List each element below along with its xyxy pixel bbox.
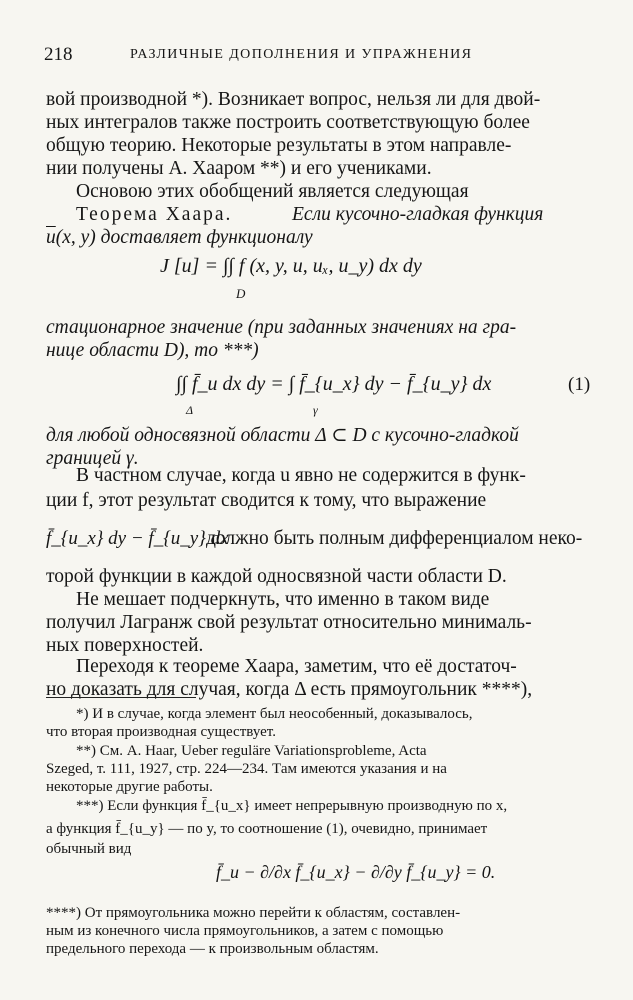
equation-euler-lagrange: f̄_u − ∂/∂x f̄_{u_x} − ∂/∂y f̄_{u_y} = 0. — [216, 862, 496, 882]
equation-inline-differential: f̄_{u_x} dy − f̄_{u_y} dx — [46, 528, 229, 549]
footnote-3-line-2: а функция f̄_{u_y} — по y, то соотношение (1), очевидно, принимает — [46, 821, 488, 837]
footnote-2-line-1: **) См. A. Haar, Ueber reguläre Variationsprobleme, Acta — [76, 743, 427, 759]
text-line-20: но доказать для случая, когда Δ есть прямоугольник ****), — [46, 679, 533, 700]
text-line-11: границей γ. — [46, 448, 139, 469]
page-number: 218 — [44, 44, 73, 65]
footnote-1-line-2: что вторая производная существует. — [46, 724, 276, 740]
footnote-rule — [46, 697, 196, 698]
text-line-9: нице области D), то ***) — [46, 340, 259, 361]
text-line-2: ных интегралов также построить соответствующую более — [46, 112, 530, 133]
equation-haar: ∫∫ f̄_u dx dy = ∫ f̄_{u_x} dy − f̄_{u_y} dx — [176, 373, 492, 395]
text-line-19: Переходя к теореме Хаара, заметим, что её достаточ- — [76, 656, 517, 677]
text-line-8: стационарное значение (при заданных значениях на гра- — [46, 317, 517, 338]
equation-number-1: (1) — [568, 374, 591, 395]
footnote-1-line-1: *) И в случае, когда элемент был неособенный, доказывалось, — [76, 706, 473, 722]
u-bar-symbol: $\overline{u}$ — [46, 227, 56, 248]
text-line-16: Не мешает подчеркнуть, что именно в таком виде — [76, 589, 490, 610]
text-line-13: ции f, этот результат сводится к тому, что выражение — [46, 490, 487, 511]
footnote-4-line-3: предельного перехода — к произвольным областям. — [46, 941, 379, 957]
text-line-5: Основою этих обобщений является следующая — [76, 181, 469, 202]
text-line-7-rest: (x, y) доставляет функционалу — [55, 227, 313, 248]
text-line-15: торой функции в каждой односвязной части области D. — [46, 566, 507, 587]
text-line-1: вой производной *). Возникает вопрос, нельзя ли для двой- — [46, 89, 541, 110]
footnote-3-line-1: ***) Если функция f̄_{u_x} имеет непрерывную производную по x, — [76, 798, 508, 814]
text-line-3: общую теорию. Некоторые результаты в этом направле- — [46, 135, 512, 156]
text-line-10: для любой односвязной области Δ ⊂ D с кусочно-гладкой — [46, 425, 519, 446]
text-line-12: В частном случае, когда u явно не содержится в функ- — [76, 465, 526, 486]
text-line-14: должно быть полным дифференциалом неко- — [206, 528, 583, 549]
footnote-4-line-1: ****) От прямоугольника можно перейти к областям, составлен- — [46, 905, 461, 921]
running-head: РАЗЛИЧНЫЕ ДОПОЛНЕНИЯ И УПРАЖНЕНИЯ — [130, 47, 473, 62]
equation-functional: J [u] = ∫∫ f (x, y, u, uₓ, u_y) dx dy — [160, 255, 422, 277]
footnote-4-line-2: ным из конечного числа прямоугольников, а затем с помощью — [46, 923, 444, 939]
text-line-7 — [46, 227, 313, 249]
footnote-2-line-2: Szeged, т. 111, 1927, стр. 224—234. Там имеются указания и на — [46, 761, 447, 777]
text-line-17: получил Лагранж свой результат относительно минималь- — [46, 612, 532, 633]
text-line-18: ных поверхностей. — [46, 635, 204, 656]
theorem-title: Теорема Хаара. — [76, 204, 233, 225]
equation-functional-domain: D — [236, 286, 246, 301]
footnote-2-line-3: некоторые другие работы. — [46, 779, 213, 795]
footnote-3-line-3: обычный вид — [46, 841, 132, 857]
theorem-statement-start: Если кусочно-гладкая функция — [292, 204, 544, 225]
equation-haar-domain-left: Δ — [186, 403, 194, 417]
equation-haar-domain-right: γ — [313, 403, 318, 417]
text-line-4: нии получены А. Хааром **) и его учениками. — [46, 158, 432, 179]
